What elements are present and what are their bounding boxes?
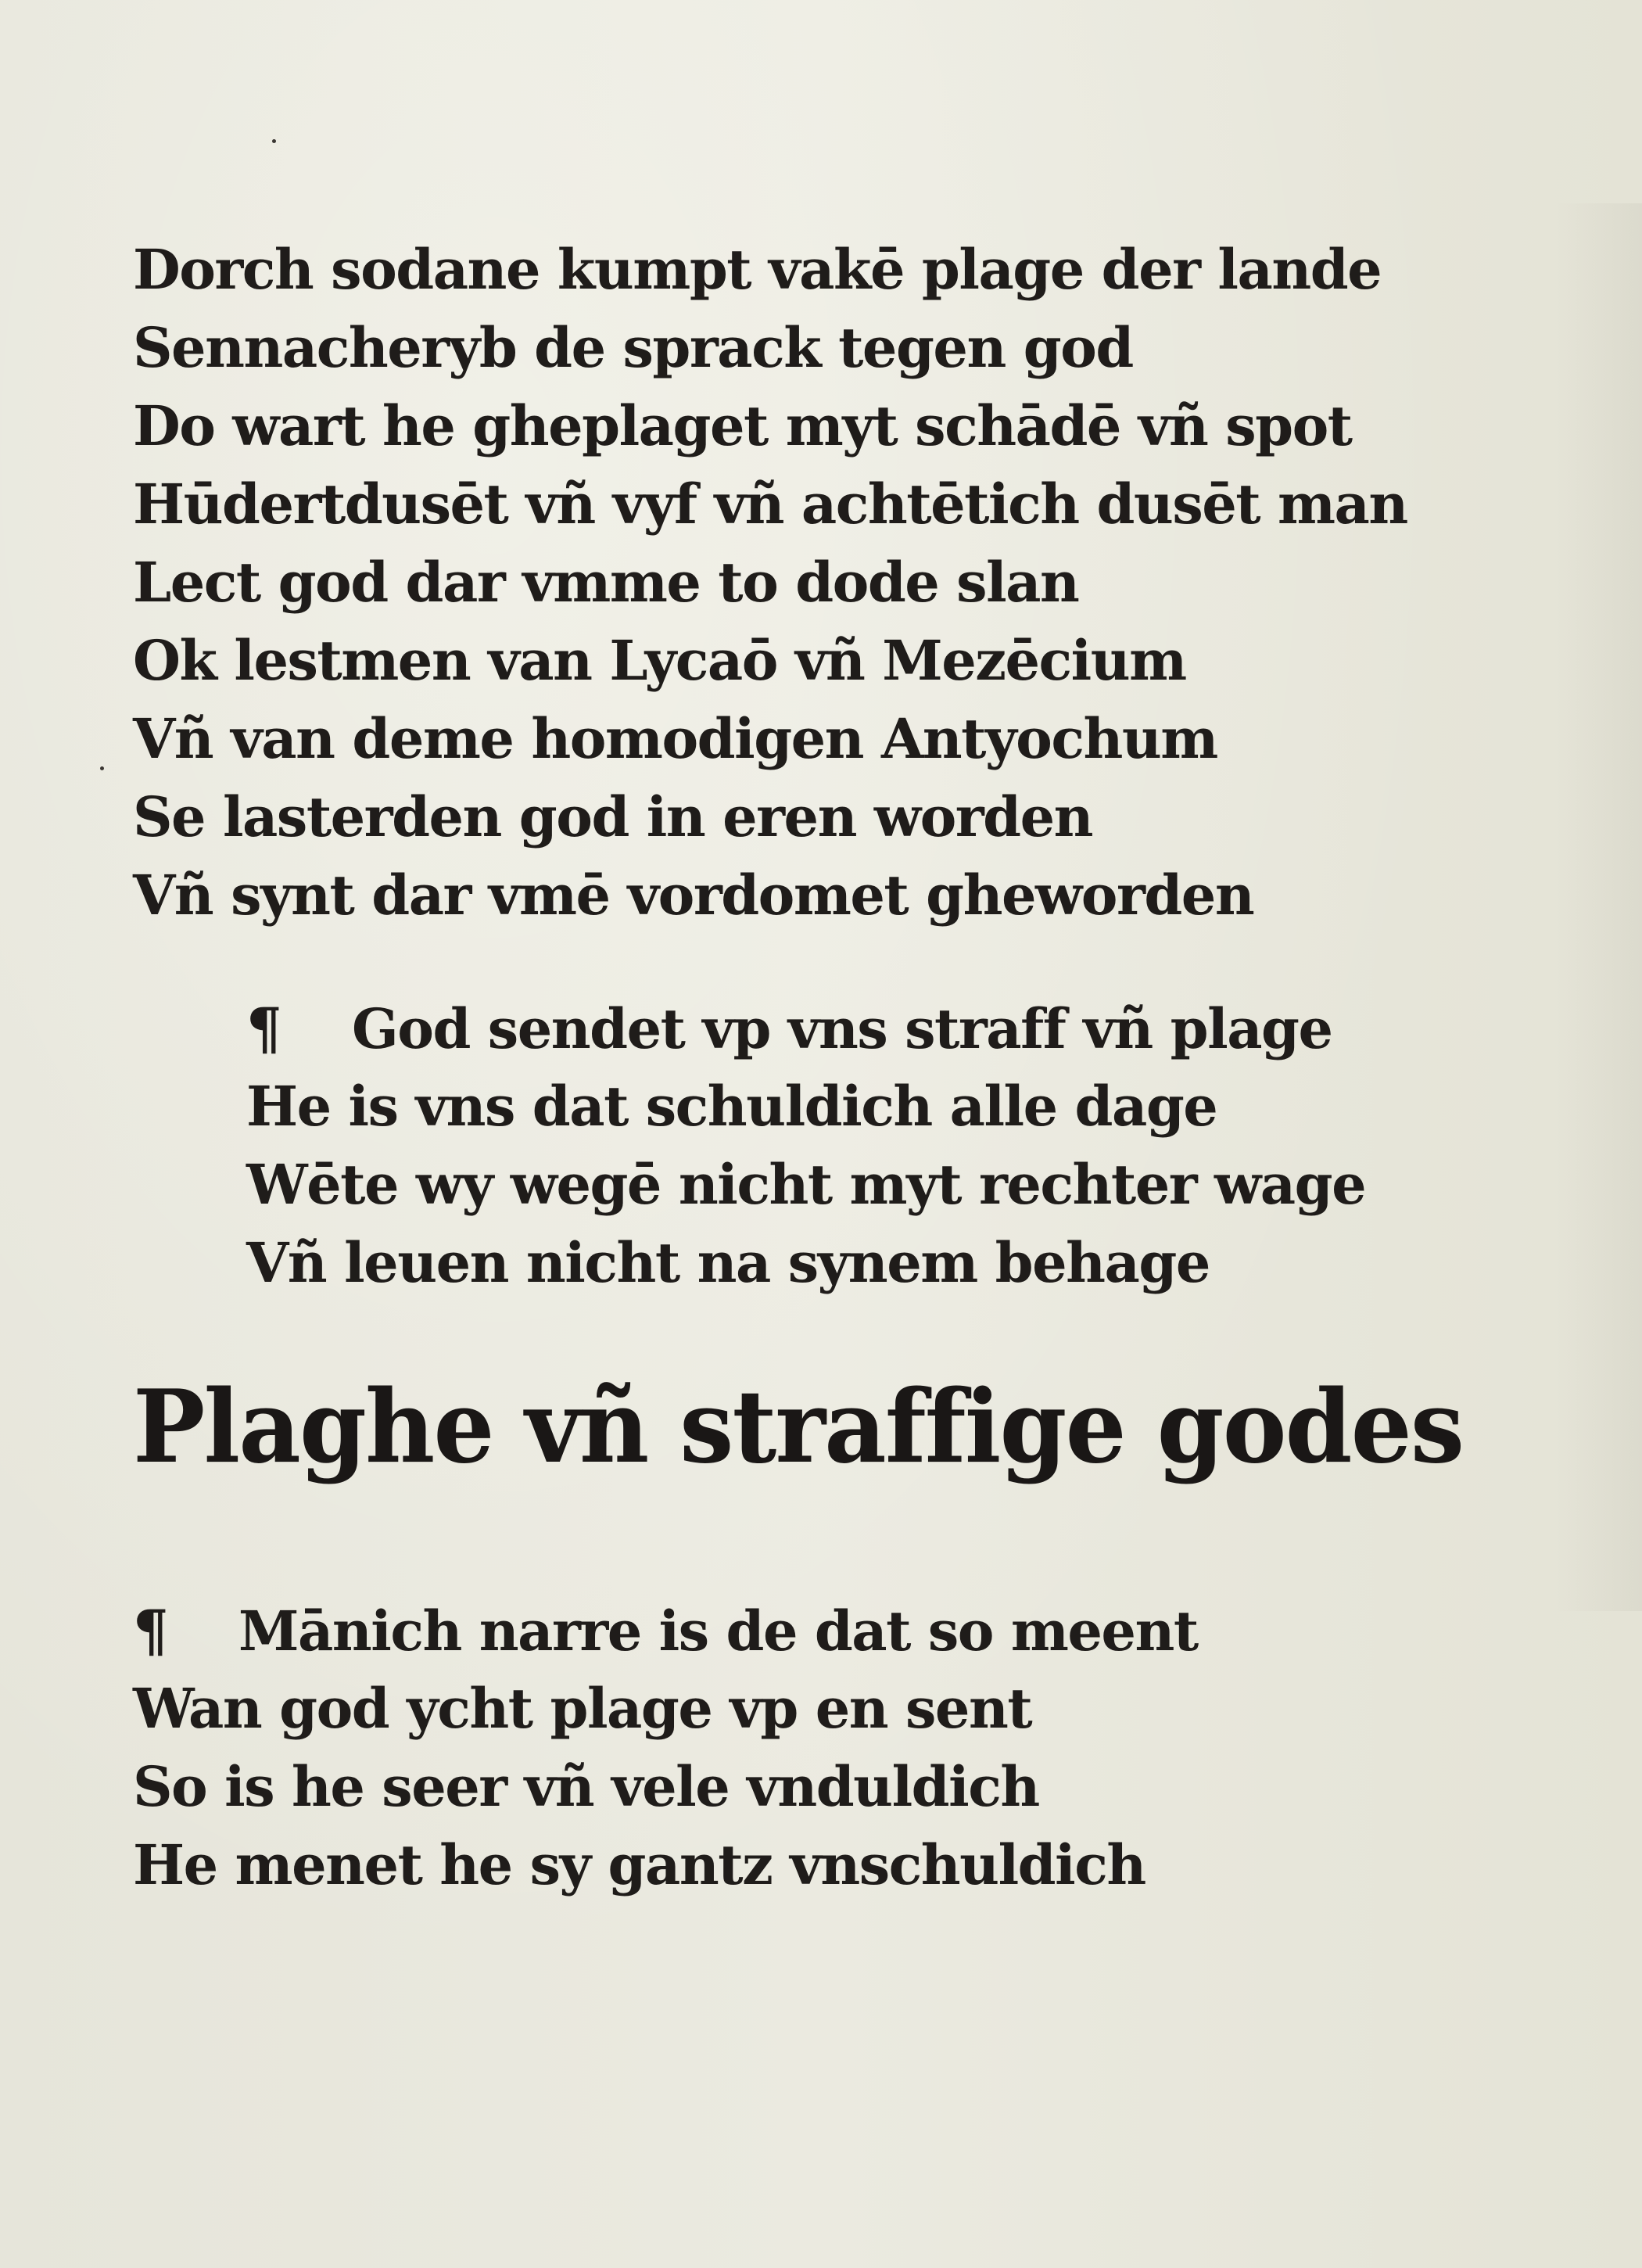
verse-line: Dorch sodane kumpt vakē plage der lande <box>133 237 1382 302</box>
verse-line <box>133 1592 1564 1670</box>
verse-line: Se lasterden god in eren worden <box>133 784 1093 849</box>
verse-line: Wēte wy wegē nicht myt rechter wage <box>246 1152 1366 1217</box>
page-edge-shadow <box>1556 203 1642 1611</box>
stanza-1 <box>133 231 1564 935</box>
pilcrow-mark: ¶ <box>246 995 281 1061</box>
verse-line: Vñ synt dar vmē vordomet gheworden <box>133 863 1254 928</box>
verse-line: Lect god dar vmme to dode slan <box>133 550 1079 615</box>
verse-line: Vñ van deme homodigen Antyochum <box>133 706 1217 771</box>
stanza-2 <box>246 989 1576 1302</box>
stanza-3 <box>133 1592 1564 1904</box>
verse-line-text: God sendet vp vns straff vñ plage <box>352 996 1332 1061</box>
verse-line: Ok lestmen van Lycaō vñ Mezēcium <box>133 628 1186 693</box>
verse-line: Hūdertdusēt vñ vyf vñ achtētich dusēt man <box>133 472 1407 536</box>
verse-line: Vñ leuen nicht na synem behage <box>246 1230 1210 1295</box>
verse-line: Do wart he gheplaget myt schādē vñ spot <box>133 393 1352 458</box>
verse-line: He is vns dat schuldich alle dage <box>246 1074 1217 1139</box>
section-heading: Plaghe vñ straffige godes <box>133 1369 1464 1486</box>
verse-line <box>246 989 1576 1068</box>
verse-line: So is he seer vñ vele vnduldich <box>133 1754 1039 1819</box>
verse-line: He menet he sy gantz vnschuldich <box>133 1832 1145 1897</box>
verse-line-text: Mānich narre is de dat so meent <box>238 1599 1198 1663</box>
verse-line: Wan god ycht plage vp en sent <box>133 1676 1032 1741</box>
ink-speck <box>272 139 276 143</box>
pilcrow-mark: ¶ <box>133 1597 168 1663</box>
verse-line: Sennacheryb de sprack tegen god <box>133 315 1133 380</box>
ink-speck <box>100 766 104 770</box>
